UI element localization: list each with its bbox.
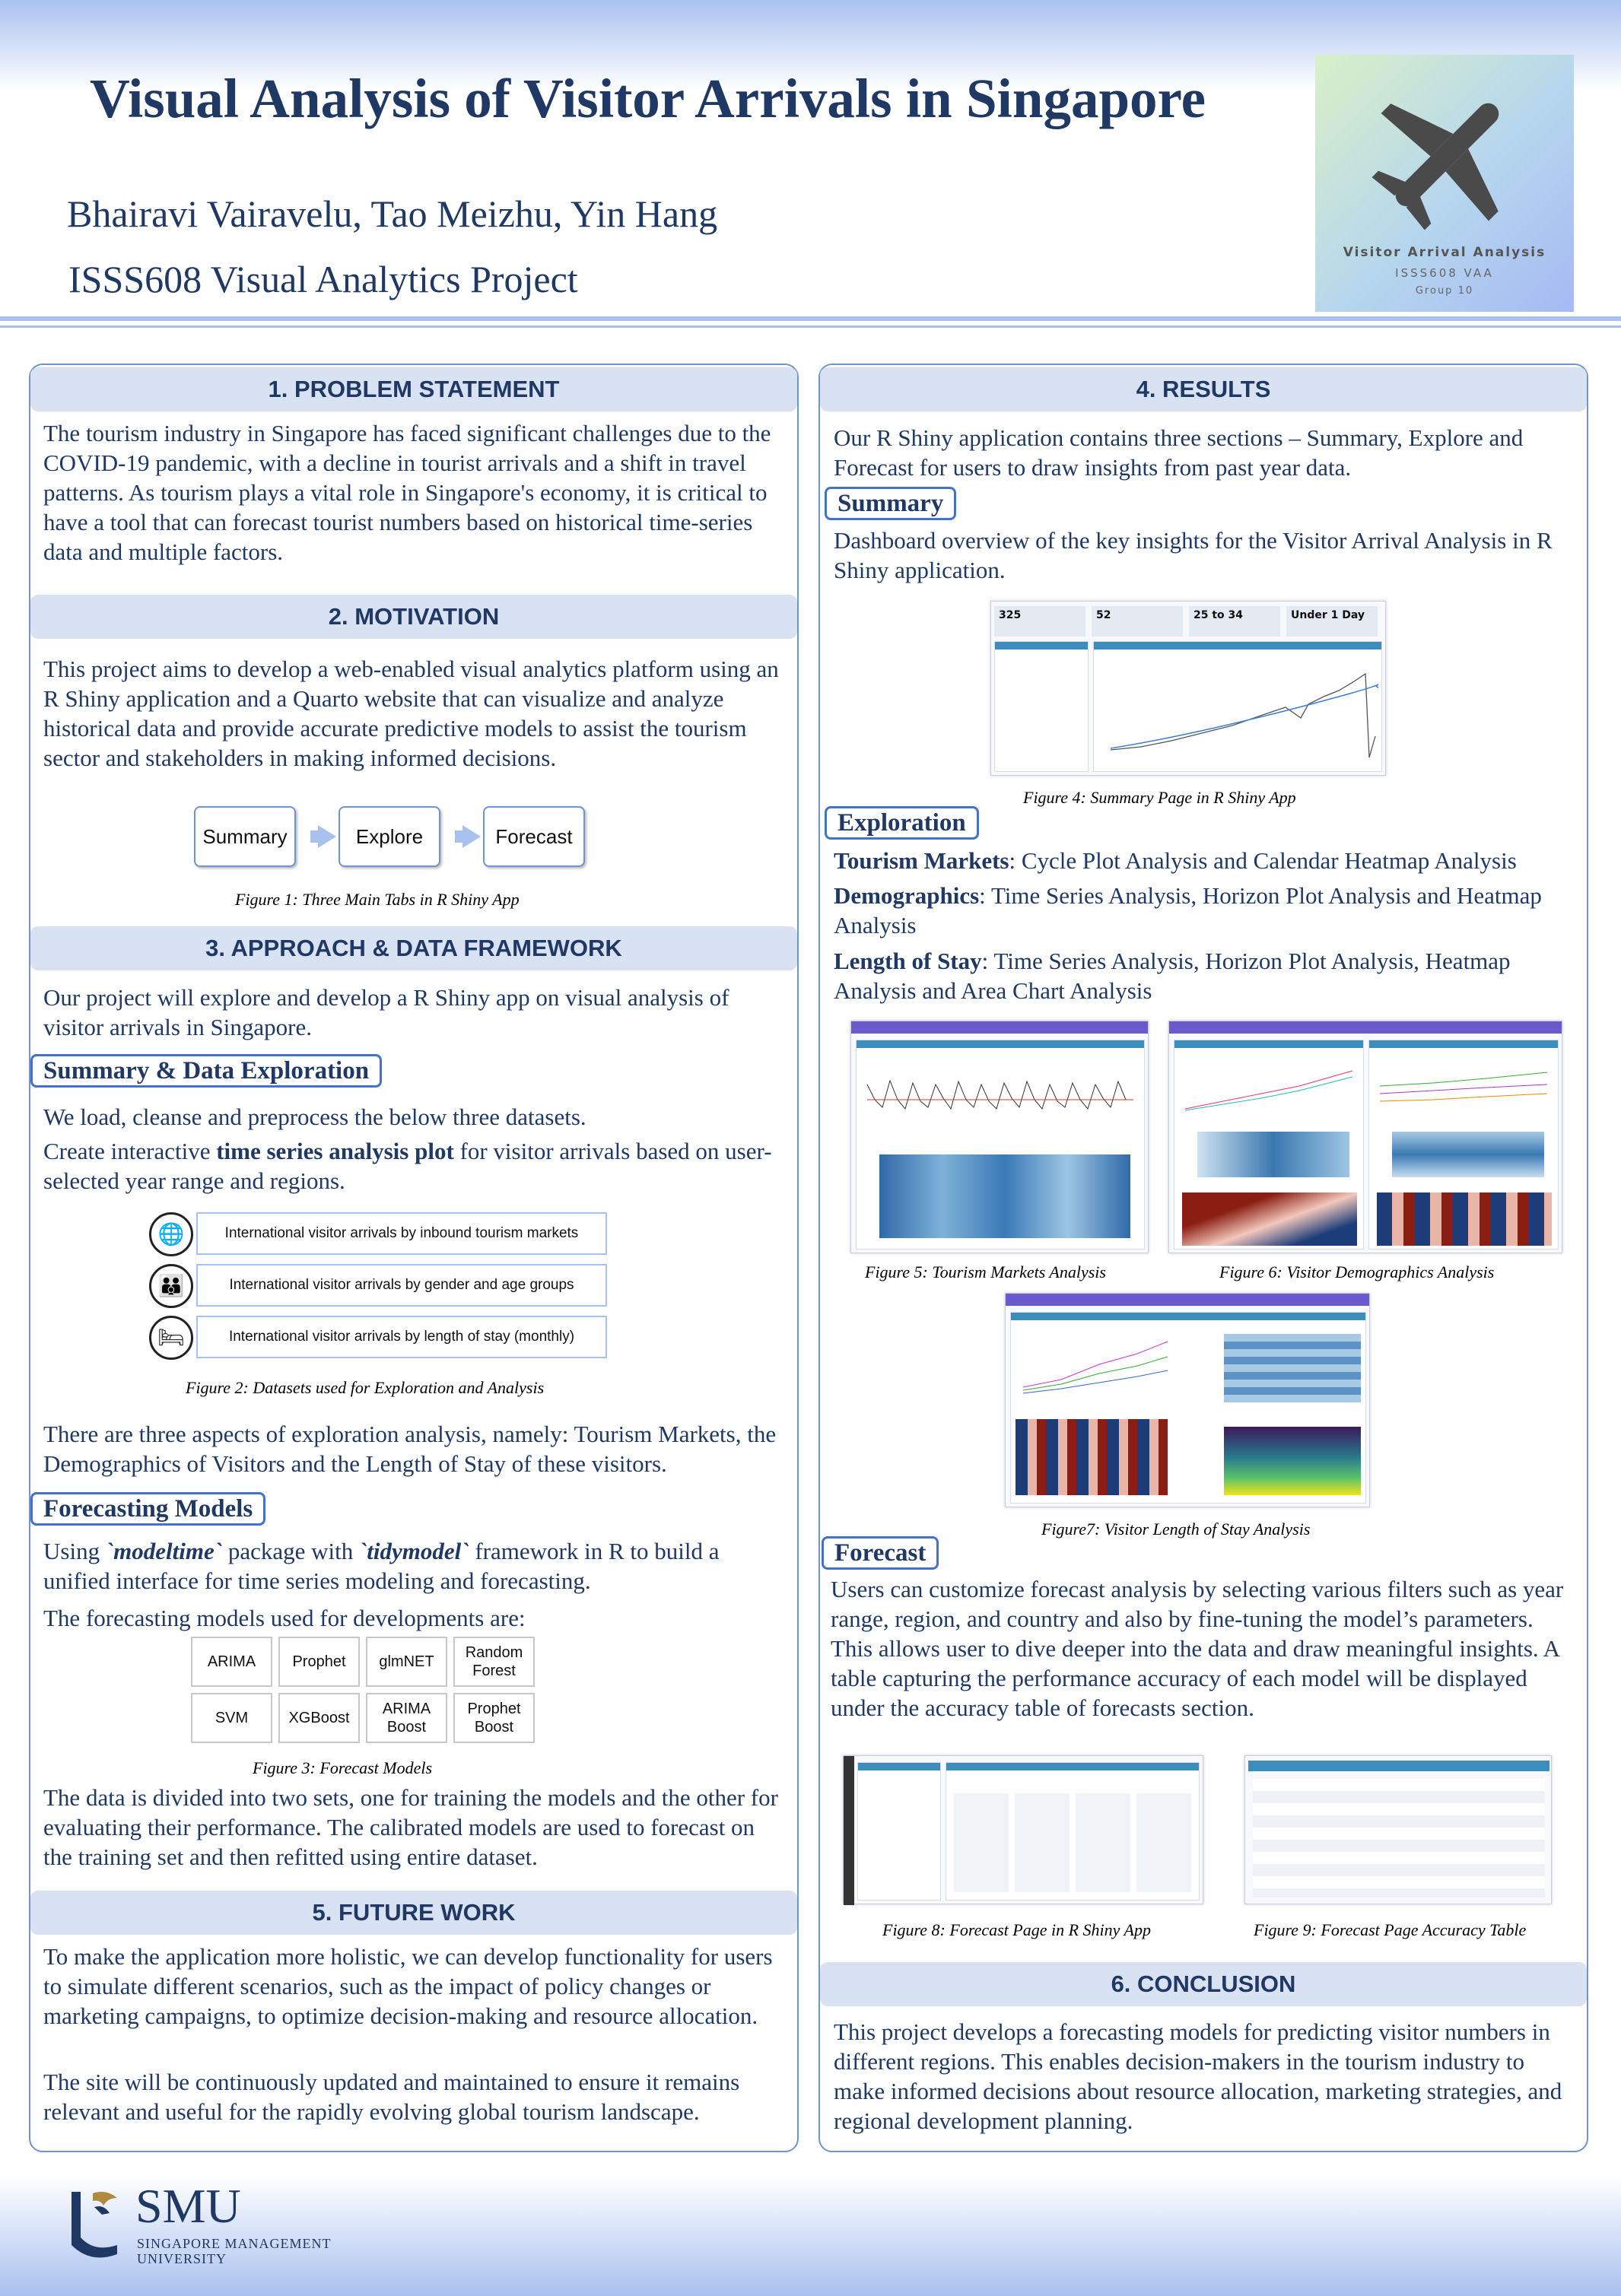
- problem-heading: 1. PROBLEM STATEMENT: [30, 367, 797, 411]
- arrow-right-icon: [318, 825, 336, 848]
- model-box: ARIMA: [191, 1637, 272, 1687]
- kpi-card: 52: [1092, 606, 1183, 637]
- results-intro: Our R Shiny application contains three sections – Summary, Explore and Forecast for users to draw insights from past year data.: [834, 424, 1524, 481]
- summary-page-screenshot: [990, 601, 1386, 776]
- tab-explore: Explore: [339, 806, 440, 867]
- model-box: SVM: [191, 1693, 272, 1743]
- figure1-caption: Figure 1: Three Main Tabs in R Shiny App: [235, 890, 520, 909]
- cycle-plot: [860, 1054, 1141, 1145]
- aspects-text: There are three aspects of exploration analysis, namely: Tourism Markets, the Demographics of Visitors and the Length of Stay of these visitors.: [43, 1421, 777, 1477]
- tab-summary: Summary: [194, 806, 296, 867]
- airplane-icon: [1353, 70, 1536, 245]
- stay-time-series: [1016, 1326, 1175, 1402]
- future-text-1: To make the application more holistic, we can develop functionality for users to simulate different scenarios, such as the impact of policy changes or marketing campaigns, to optimize decision-making and resource allocation.: [43, 1943, 773, 2029]
- length-of-stay-screenshot: [1005, 1293, 1370, 1507]
- problem-text: The tourism industry in Singapore has faced significant challenges due to the COVID-19 pandemic, with a decline in tourist arrivals and a shift in travel patterns. As tourism plays a vital role in Singapore's economy, it is critical to have a tool that can forecast tourist numbers based on historical time-series data and multiple factors.: [43, 420, 771, 565]
- conclusion-text: This project develops a forecasting models for predicting visitor numbers in different regions. This enables decision-makers in the tourism industry to make informed decisions about resource allocation, marketing strategies, and regional development planning.: [834, 2018, 1562, 2134]
- exploration-item-demographics: Demographics: Time Series Analysis, Horizon Plot Analysis and Heatmap Analysis: [834, 882, 1542, 938]
- time-series-panel: [1093, 641, 1382, 772]
- people-icon: 👪: [149, 1264, 193, 1308]
- models-intro: The forecasting models used for developments are:: [43, 1605, 526, 1631]
- smu-full-name-2: UNIVERSITY: [137, 2251, 227, 2266]
- smu-full-name-1: SINGAPORE MANAGEMENT: [137, 2236, 332, 2251]
- conclusion-heading: 6. CONCLUSION: [820, 1962, 1587, 2006]
- time-series-line: [1095, 651, 1381, 771]
- logo-line3: Group 10: [1415, 285, 1474, 297]
- course-name: ISSS608 Visual Analytics Project: [68, 258, 578, 300]
- figure8-caption: Figure 8: Forecast Page in R Shiny App: [882, 1920, 1151, 1939]
- figure9-caption: Figure 9: Forecast Page Accuracy Table: [1254, 1920, 1527, 1939]
- model-box: Prophet: [278, 1637, 360, 1687]
- logo-line1: Visitor Arrival Analysis: [1343, 245, 1546, 260]
- smu-logo-icon: [64, 2184, 132, 2268]
- load-text: We load, cleanse and preprocess the below three datasets.: [43, 1104, 586, 1130]
- figure6-caption: Figure 6: Visitor Demographics Analysis: [1219, 1262, 1495, 1281]
- using-text: Using `modeltime` package with `tidymodel` framework in R to build a unified interface for time series modeling and forecasting.: [43, 1538, 720, 1594]
- bed-icon: 🛏: [149, 1316, 193, 1360]
- figure4-caption: Figure 4: Summary Page in R Shiny App: [1023, 788, 1296, 807]
- results-heading: 4. RESULTS: [820, 367, 1587, 411]
- globe-icon: 🌐: [149, 1212, 193, 1256]
- create-text: Create interactive time series analysis plot for visitor arrivals based on user-selected year range and regions.: [43, 1138, 772, 1194]
- forecast-text: Users can customize forecast analysis by selecting various filters such as year range, region, and country and also by fine-tuning the model’s parameters. This allows user to dive deeper into the data and draw meaningful insights. A table capturing the performance accuracy of each model will be displayed under the accuracy table of forecasts section.: [831, 1576, 1564, 1721]
- summary-subheading: Summary: [825, 487, 956, 520]
- accuracy-table-screenshot: [1244, 1755, 1552, 1904]
- motivation-heading: 2. MOTIVATION: [30, 595, 797, 639]
- age-time-series: [1372, 1056, 1555, 1116]
- poster-title: Visual Analysis of Visitor Arrivals in Singapore: [90, 68, 1206, 129]
- forecast-subheading: Forecast: [822, 1536, 939, 1570]
- approach-heading: 3. APPROACH & DATA FRAMEWORK: [30, 926, 797, 970]
- header-divider: [0, 316, 1621, 321]
- tab-forecast: Forecast: [483, 806, 585, 867]
- split-text: The data is divided into two sets, one for training the models and the other for evaluating their performance. The calibrated models are used to forecast on the training set and then refitted using entire dataset.: [43, 1784, 778, 1870]
- approach-intro: Our project will explore and develop a R Shiny app on visual analysis of visitor arrivals in Singapore.: [43, 984, 729, 1040]
- kpi-card: 325: [994, 606, 1085, 637]
- dataset-item: International visitor arrivals by inbound tourism markets: [196, 1212, 607, 1255]
- smu-wordmark: SMU: [135, 2179, 241, 2233]
- tourism-markets-screenshot: [850, 1021, 1149, 1253]
- demographics-screenshot: [1168, 1021, 1562, 1253]
- figure2-caption: Figure 2: Datasets used for Exploration and Analysis: [186, 1378, 545, 1397]
- authors: Bhairavi Vairavelu, Tao Meizhu, Yin Hang: [67, 192, 718, 235]
- model-box: Random Forest: [453, 1637, 535, 1687]
- motivation-text: This project aims to develop a web-enabled visual analytics platform using an R Shiny application and a Quarto website that can visualize and analyze historical data and provide accurate predictive models to assist the tourism sector and stakeholders in making informed decisions.: [43, 656, 779, 771]
- forecast-page-screenshot: [843, 1755, 1203, 1904]
- summary-exploration-subheading: Summary & Data Exploration: [30, 1054, 382, 1088]
- figure3-caption: Figure 3: Forecast Models: [253, 1758, 433, 1777]
- figure5-caption: Figure 5: Tourism Markets Analysis: [865, 1262, 1106, 1281]
- logo-line2: ISSS608 VAA: [1395, 266, 1494, 280]
- model-box: glmNET: [366, 1637, 447, 1687]
- arrow-right-icon: [462, 825, 481, 848]
- dataset-item: International visitor arrivals by gender and age groups: [196, 1264, 607, 1307]
- project-logo: [1315, 55, 1574, 312]
- header-divider-thin: [0, 326, 1621, 328]
- exploration-subheading: Exploration: [825, 806, 979, 840]
- future-text-2: The site will be continuously updated and maintained to ensure it remains relevant and useful for the rapidly evolving global tourism landscape.: [43, 2069, 740, 2125]
- figure7-caption: Figure7: Visitor Length of Stay Analysis: [1041, 1520, 1311, 1539]
- kpi-card: Under 1 Day: [1286, 606, 1378, 637]
- model-box: ARIMA Boost: [366, 1693, 447, 1743]
- model-box: Prophet Boost: [453, 1693, 535, 1743]
- exploration-item-tourism: Tourism Markets: Cycle Plot Analysis and Calendar Heatmap Analysis: [834, 847, 1517, 874]
- model-box: XGBoost: [278, 1693, 360, 1743]
- summary-text: Dashboard overview of the key insights for the Visitor Arrival Analysis in R Shiny application.: [834, 527, 1553, 583]
- future-heading: 5. FUTURE WORK: [30, 1891, 797, 1935]
- filter-panel: [994, 641, 1089, 772]
- kpi-card: 25 to 34: [1189, 606, 1280, 637]
- gender-time-series: [1178, 1056, 1360, 1116]
- forecasting-models-subheading: Forecasting Models: [30, 1492, 265, 1526]
- dataset-item: International visitor arrivals by length of stay (monthly): [196, 1316, 607, 1358]
- exploration-item-stay: Length of Stay: Time Series Analysis, Horizon Plot Analysis, Heatmap Analysis and Area Chart Analysis: [834, 948, 1511, 1004]
